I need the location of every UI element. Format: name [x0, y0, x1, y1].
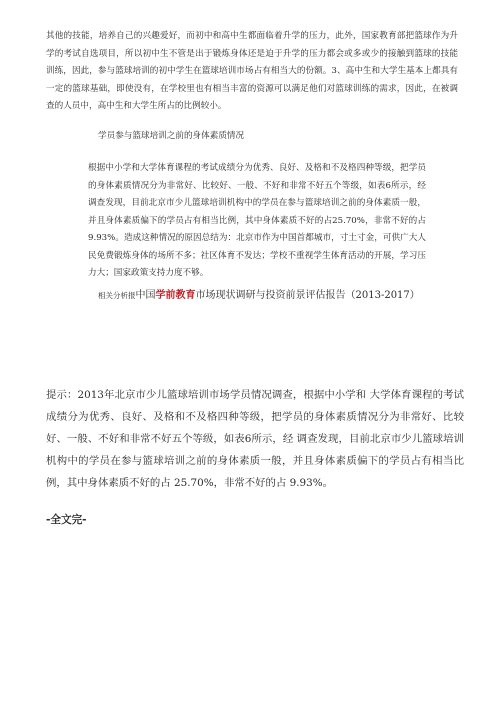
tip-paragraph: 提示：2013年北京市少儿篮球培训市场学员情况调查，根据中小学和 大学体育课程的考试成绩分为优秀、良好、及格和不及格四种等级，把学员的身体素质情况分为非常好、比较好、一般、不好和非常不好五个等级，如表6所示，经 调查发现，目前北京市少儿篮球培训机构中的学员在参与篮球培训之前的身体素质一般，并且身体素质偏下的学员占有相当比例，其中身体素质不好的占 25.70%，非常不好的占 9.93%。 — [46, 389, 464, 489]
end-of-document-mark: -全文完- — [46, 514, 87, 526]
section-title-fitness: 学员参与篮球培训之前的身体素质情况 — [98, 131, 245, 141]
body-paragraph-age-groups: 其他的技能，培养自己的兴趣爱好，而初中和高中生都面临着升学的压力，此外，国家教育部把篮球作为升学的考试自选项目，所以初中生不管是出于锻炼身体还是迫于升学的压力都会或多或少的接触到篮球的技能训练，因此，参与篮球培训的初中学生在篮球培训市场占有相当大的份额。3、高中生和大学生基本上都具有一定的篮球基础，即使没有，在学校里也有相当丰富的资源可以满足他们对篮球训练的需求，因此，在被调查的人员中，高中生和大学生所占的比例较小。 — [46, 31, 458, 111]
body-paragraph-fitness: 根据中小学和大学体育课程的考试成绩分为优秀、良好、及格和不及格四种等级，把学员的身体素质情况分为非常好、比较好、一般、不好和非常不好五个等级，如表6所示，经调查发现，目前北京市少儿篮球培训机构中的学员在参与篮球培训之前的身体素质一般，并且身体素质偏下的学员占有相当比例，其中身体素质不好的占25.70%，非常不好的占9.93%。造成这种情况的原因总结为：北京市作为中国首都城市，寸土寸金，可供广大人民免费锻炼身体的场所不多；社区体育不发达；学校不重视学生体育活动的开展，学习压力大；国家政策支持力度不够。 — [88, 163, 426, 278]
related-report-prefix: 相关分析报 — [98, 291, 136, 300]
related-report-title-part2: 市场现状调研与投资前景评估报告（2013-2017） — [195, 290, 420, 301]
related-report-keyword: 学前教育 — [155, 290, 196, 301]
related-report-link[interactable] — [98, 289, 418, 303]
related-report-title-part1: 中国 — [135, 290, 156, 301]
